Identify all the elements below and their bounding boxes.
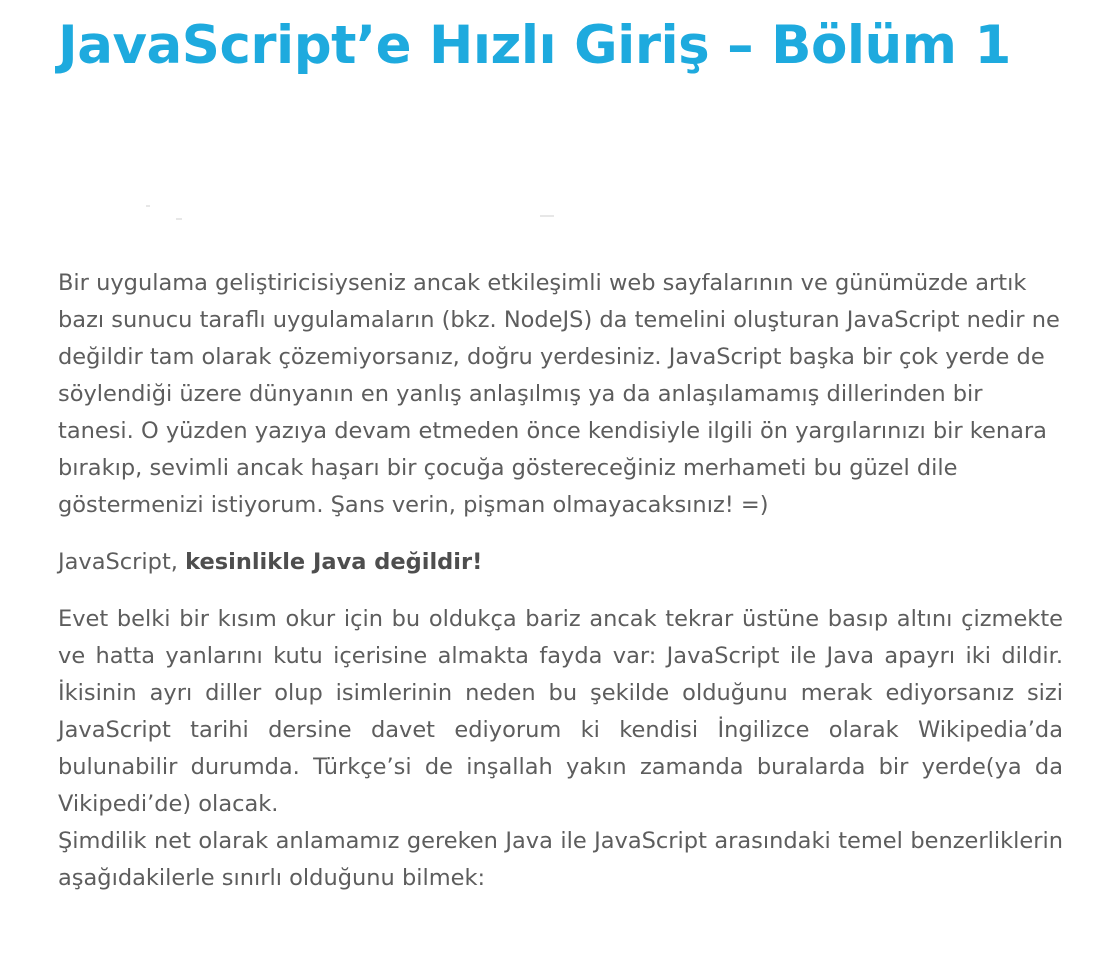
faint-artifact — [540, 215, 554, 217]
intro-paragraph: Bir uygulama geliştiricisiyseniz ancak etkileşimli web sayfalarının ve günümüzde artık bazı sunucu taraflı uygulamaların (bkz. NodeJS) da temelini oluşturan JavaScript nedir ne değildir tam olarak çözemiyorsanız, doğru yerdesiniz. JavaScript başka bir çok yerde de söylendiği üzere dünyanın en yanlış anlaşılmış ya da anlaşılamamış dillerinden bir tanesi. O yüzden yazıya devam etmeden önce kendisiyle ilgili ön yargılarınızı bir kenara bırakıp, sevimli ancak haşarı bir çocuğa göstereceğiniz merhameti bu güzel dile göstermenizi istiyorum. Şans verin, pişman olmayacaksınız! =) — [58, 270, 1060, 518]
similarities-paragraph: Şimdilik net olarak anlamamız gereken Java ile JavaScript arasındaki temel benzerliklerin aşağıdakilerle sınırlı olduğunu bilmek: — [58, 828, 1063, 891]
java-note-paragraph — [58, 544, 1063, 581]
faint-artifact — [176, 218, 182, 220]
history-paragraph: Evet belki bir kısım okur için bu oldukça bariz ancak tekrar üstüne basıp altını çizmekte ve hatta yanlarını kutu içerisine almakta fayda var: JavaScript ile Java apayrı iki dildir. İkisinin ayrı diller olup isimlerinin neden bu şekilde olduğunu merak ediyorsanız sizi JavaScript tarihi dersine davet ediyorum ki kendisi İngilizce olarak Wikipedia’da bulunabilir durumda. Türkçe’si de inşallah yakın zamanda buralarda bir yerde(ya da Vikipedi’de) olacak. — [58, 606, 1063, 817]
faint-artifact — [146, 205, 150, 207]
java-note-text: JavaScript, — [58, 549, 186, 575]
article-body — [58, 265, 1063, 897]
java-note-bold: kesinlikle Java değildir! — [185, 549, 483, 575]
article-title: JavaScript’e Hızlı Giriş – Bölüm 1 — [58, 15, 1011, 76]
